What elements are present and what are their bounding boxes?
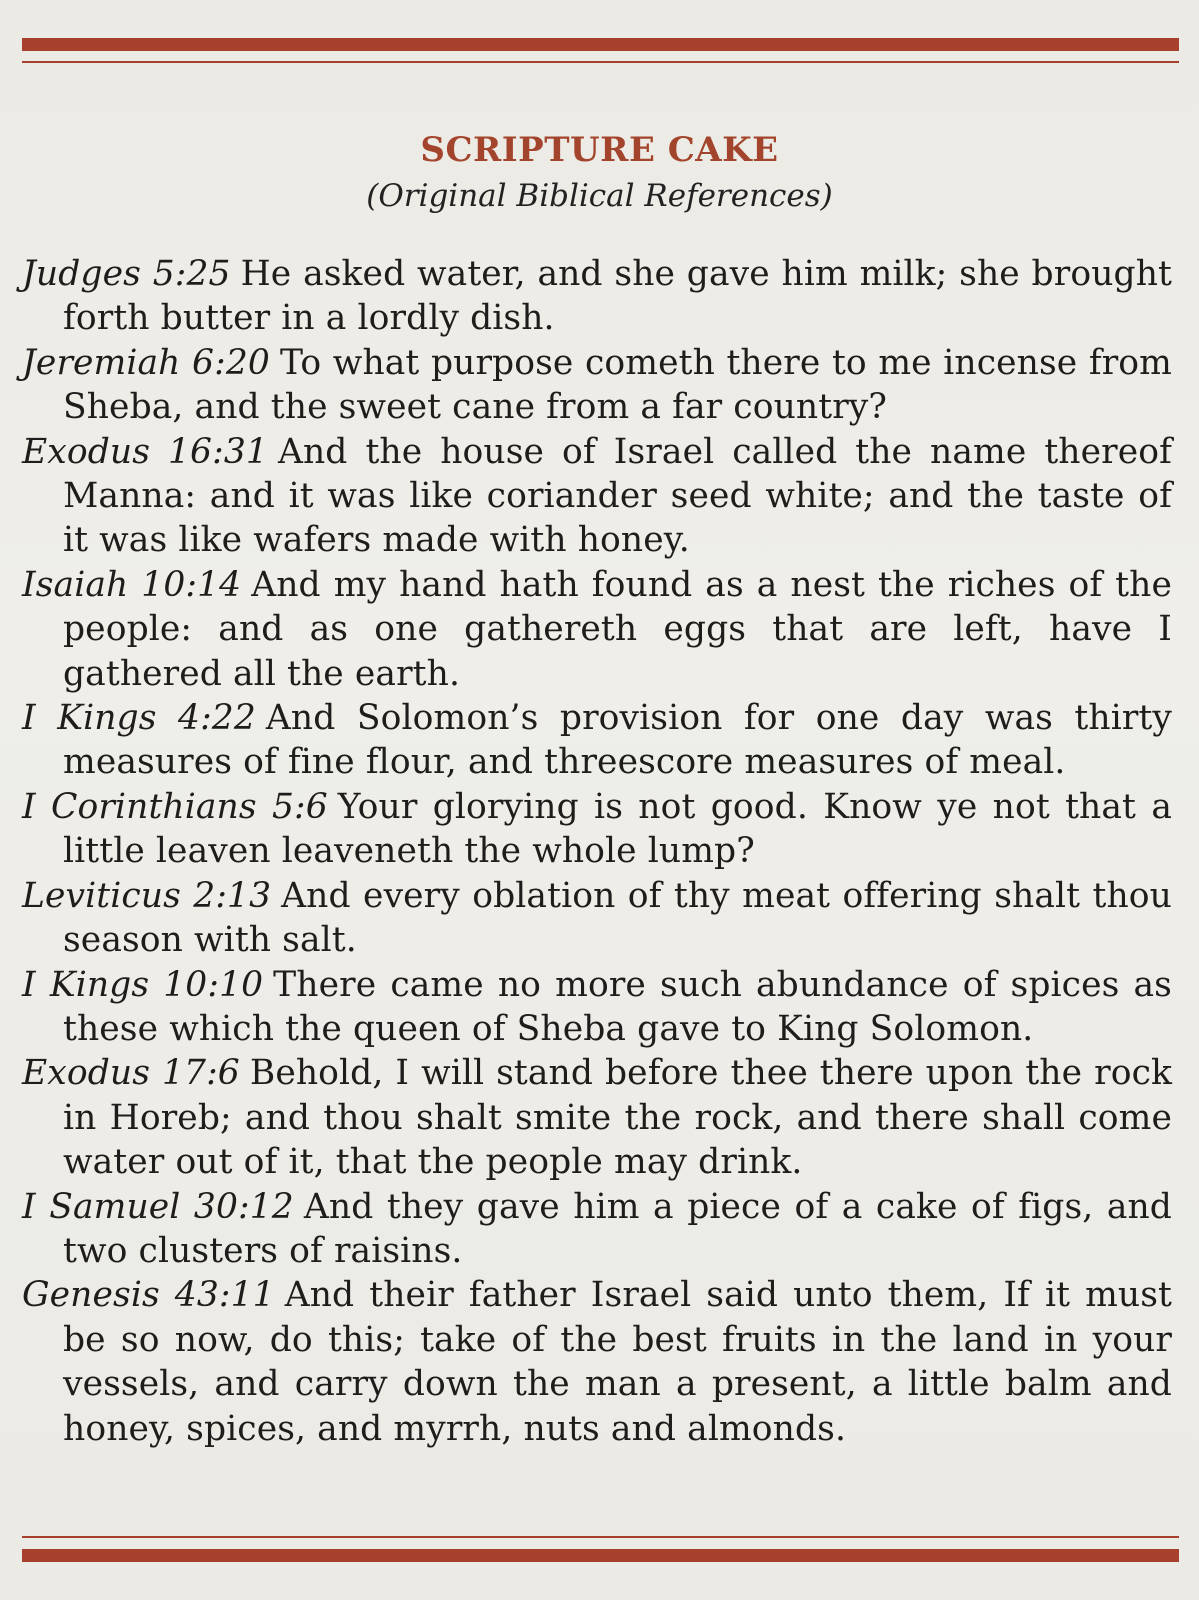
scripture-reference: I Kings 4:22	[22, 698, 256, 739]
scripture-text: And my hand hath found as a nest the riches of the people: and as one gathereth eggs that are left, have I gathered all the earth.	[63, 564, 1172, 694]
page-subtitle: (Original Biblical References)	[366, 178, 833, 214]
page-header	[0, 128, 1199, 218]
scripture-reference: Jeremiah 6:20	[22, 342, 270, 383]
scripture-text: And every oblation of thy meat offering shalt thou season with salt.	[63, 875, 1172, 961]
scripture-text: To what purpose cometh there to me incense from Sheba, and the sweet cane from a far country?	[63, 342, 1172, 428]
scripture-list	[22, 252, 1172, 1451]
scripture-reference: Exodus 17:6	[22, 1053, 240, 1094]
scripture-reference: Exodus 16:31	[22, 431, 268, 472]
scripture-text: And their father Israel said unto them, If it must be so now, do this; take of the best fruits in the land in your vessels, and carry down the man a present, a little balm and honey, spices, and myrrh, nuts and almonds.	[63, 1275, 1172, 1449]
scripture-entry	[22, 341, 1172, 430]
scripture-reference: Isaiah 10:14	[22, 564, 242, 605]
scripture-entry	[22, 1051, 1172, 1184]
top-border-rule	[22, 38, 1179, 63]
bottom-border-rule	[22, 1536, 1179, 1562]
scripture-entry	[22, 1273, 1172, 1451]
scripture-entry	[22, 696, 1172, 785]
scripture-text: And Solomon’s provision for one day was thirty measures of fine flour, and threescore measures of meal.	[63, 698, 1172, 783]
scripture-text: And the house of Israel called the name thereof Manna: and it was like coriander seed white; and the taste of it was like wafers made with honey.	[63, 431, 1172, 561]
scripture-reference: I Samuel 30:12	[22, 1186, 294, 1227]
scripture-reference: Leviticus 2:13	[22, 875, 272, 916]
scripture-entry	[22, 252, 1172, 341]
scripture-text: Your glorying is not good. Know ye not that a little leaven leaveneth the whole lump?	[63, 786, 1172, 872]
scripture-entry	[22, 430, 1172, 563]
scripture-entry	[22, 874, 1172, 963]
scripture-reference: I Kings 10:10	[22, 964, 264, 1005]
scripture-entry	[22, 1185, 1172, 1274]
scripture-reference: Genesis 43:11	[22, 1275, 275, 1316]
scripture-entry	[22, 563, 1172, 696]
top-thin-rule	[22, 61, 1179, 63]
scripture-reference: Judges 5:25	[22, 254, 231, 294]
page-title: SCRIPTURE CAKE	[420, 130, 779, 170]
bottom-thick-rule	[22, 1549, 1179, 1562]
scripture-text: He asked water, and she gave him milk; she brought forth butter in a lordly dish.	[63, 254, 1172, 339]
scripture-entry	[22, 785, 1172, 874]
scripture-text: And they gave him a piece of a cake of figs, and two clusters of raisins.	[63, 1186, 1172, 1271]
scripture-reference: I Corinthians 5:6	[22, 786, 328, 827]
scripture-text: Behold, I will stand before thee there upon the rock in Horeb; and thou shalt smite the rock, and there shall come water out of it, that the people may drink.	[63, 1053, 1172, 1183]
scripture-text: There came no more such abundance of spices as these which the queen of Sheba gave to King Solomon.	[63, 964, 1172, 1049]
scripture-entry	[22, 963, 1172, 1052]
bottom-thin-rule	[22, 1536, 1179, 1538]
top-thick-rule	[22, 38, 1179, 51]
